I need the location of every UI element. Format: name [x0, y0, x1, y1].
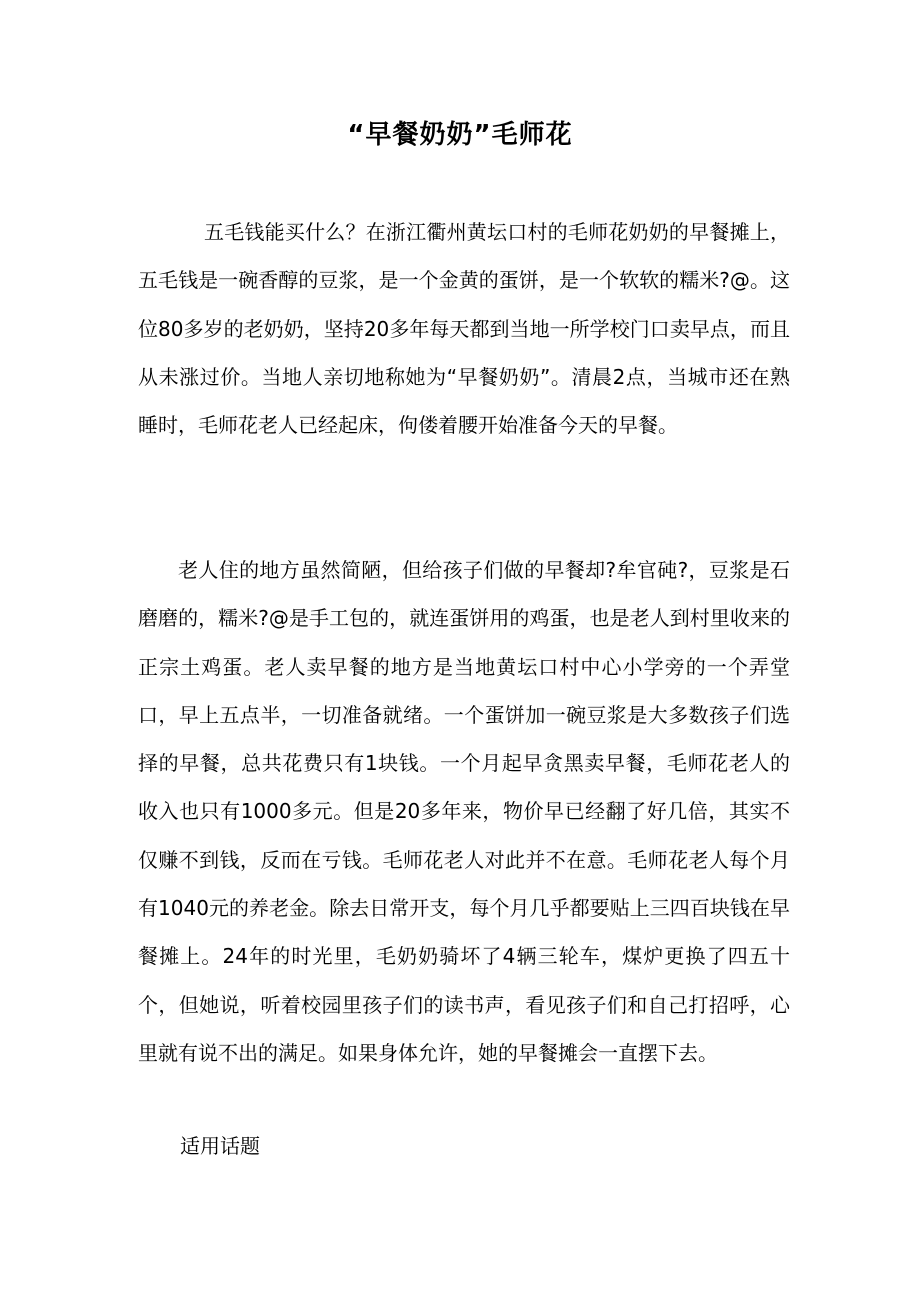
- paragraph-intro: 五毛钱能买什么？在浙江衢州黄坛口村的毛师花奶奶的早餐摊上，五毛钱是一碗香醇的豆浆，是一个金黄的蛋饼，是一个软软的糯米?@。这位80多岁的老奶奶，坚持20多年每天都到当地一所学校门口卖早点，而且从未涨过价。当地人亲切地称她为“早餐奶奶”。清晨2点，当城市还在熟睡时，毛师花老人已经起床，佝偻着腰开始准备今天的早餐。: [138, 220, 790, 438]
- document-title: “早餐奶奶”毛师花: [347, 120, 573, 150]
- topic-label: 适用话题: [180, 1134, 260, 1158]
- paragraph-body: 老人住的地方虽然简陋，但给孩子们做的早餐却?牟官砘?，豆浆是石磨磨的，糯米?@是手工包的，就连蛋饼用的鸡蛋，也是老人到村里收来的正宗土鸡蛋。老人卖早餐的地方是当地黄坛口村中心小学旁的一个弄堂口，早上五点半，一切准备就绪。一个蛋饼加一碗豆浆是大多数孩子们选择的早餐，总共花费只有1块钱。一个月起早贪黑卖早餐，毛师花老人的收入也只有1000多元。但是20多年来，物价早已经翻了好几倍，其实不仅赚不到钱，反而在亏钱。毛师花老人对此并不在意。毛师花老人每个月有1040元的养老金。除去日常开支，每个月几乎都要贴上三四百块钱在早餐摊上。24年的时光里，毛奶奶骑坏了4辆三轮车，煤炉更换了四五十个，但她说，听着校园里孩子们的读书声，看见孩子们和自己打招呼，心里就有说不出的满足。如果身体允许，她的早餐摊会一直摆下去。: [138, 558, 790, 1065]
